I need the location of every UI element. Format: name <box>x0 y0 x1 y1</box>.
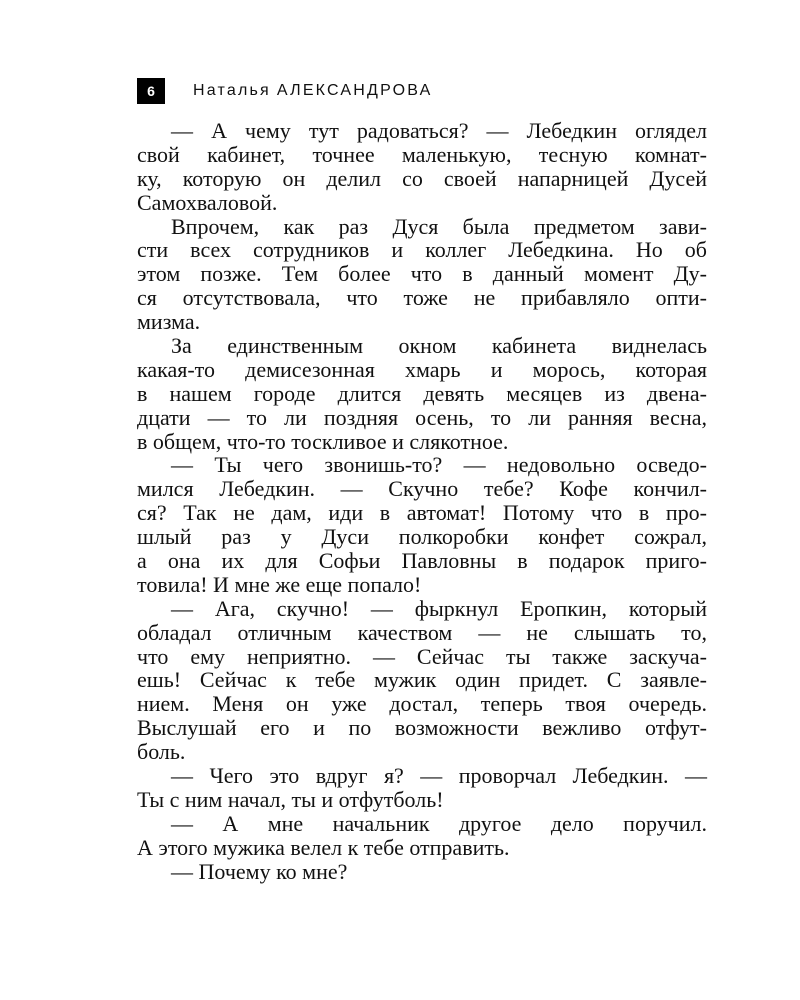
text-line: ся? Так не дам, иди в автомат! Потому что в про- <box>137 500 707 526</box>
text-line: мился Лебедкин. — Скучно тебе? Кофе кончил- <box>137 476 707 502</box>
text-line: — А чему тут радоваться? — Лебедкин оглядел <box>171 118 707 143</box>
text-line: ся отсутствовала, что тоже не прибавляло опти- <box>137 285 707 311</box>
text-line: ешь! Сейчас к тебе мужик один придет. С заявле- <box>137 667 707 693</box>
text-line: — Почему ко мне? <box>171 858 348 884</box>
text-line: а она их для Софьи Павловны в подарок приго- <box>137 548 707 574</box>
text-line: нием. Меня он уже достал, теперь твоя очередь. <box>137 691 707 717</box>
text-line: Впрочем, как раз Дуся была предметом зави- <box>171 213 707 239</box>
text-line: в общем, что-то тоскливое и слякотное. <box>137 428 509 454</box>
page-number: 6 <box>137 78 165 104</box>
paragraph <box>137 812 707 860</box>
running-head-author <box>193 82 432 100</box>
text-line: Самохваловой. <box>137 189 278 215</box>
text-line: свой кабинет, точнее маленькую, тесную комнат- <box>137 141 707 167</box>
text-line: мизма. <box>137 309 201 335</box>
text-line: товила! И мне же еще попало! <box>137 571 422 597</box>
text-line: Ты с ним начал, ты и отфутболь! <box>137 786 444 812</box>
text-line: — Чего это вдруг я? — проворчал Лебедкин. — <box>171 763 707 789</box>
text-line: — Ты чего звонишь-то? — недовольно осведо- <box>171 452 707 478</box>
text-line: А этого мужика велел к тебе отправить. <box>137 834 510 860</box>
text-line: что ему неприятно. — Сейчас ты также заскуча- <box>137 643 707 669</box>
text-line: шлый раз у Дуси полкоробки конфет сожрал, <box>137 524 707 550</box>
text-line: — Ага, скучно! — фыркнул Еропкин, который <box>171 595 707 621</box>
author-first-name: Наталья <box>193 82 271 99</box>
author-last-name: АЛЕКСАНДРОВА <box>276 82 433 99</box>
paragraph <box>137 119 707 215</box>
running-header <box>137 78 432 104</box>
paragraph <box>137 597 707 764</box>
text-line: в нашем городе длится девять месяцев из двена- <box>137 380 707 406</box>
paragraph <box>137 860 707 884</box>
paragraph <box>137 215 707 334</box>
text-line: За единственным окном кабинета виднелась <box>171 333 707 359</box>
text-line: обладал отличным качеством — не слышать то, <box>137 619 707 645</box>
text-line: дцати — то ли поздняя осень, то ли ранняя весна, <box>137 404 707 430</box>
body-text <box>137 119 707 884</box>
paragraph <box>137 334 707 453</box>
paragraph <box>137 764 707 812</box>
text-line: боль. <box>137 739 186 765</box>
text-line: — А мне начальник другое дело поручил. <box>171 810 707 836</box>
text-line: этом позже. Тем более что в данный момент Ду- <box>137 261 707 287</box>
text-line: сти всех сотрудников и коллег Лебедкина. Но об <box>137 237 707 263</box>
text-line: ку, которую он делил со своей напарницей Дусей <box>137 165 707 191</box>
paragraph <box>137 453 707 596</box>
text-line: Выслушай его и по возможности вежливо отфут- <box>137 715 707 741</box>
text-line: какая-то демисезонная хмарь и морось, которая <box>137 356 707 382</box>
